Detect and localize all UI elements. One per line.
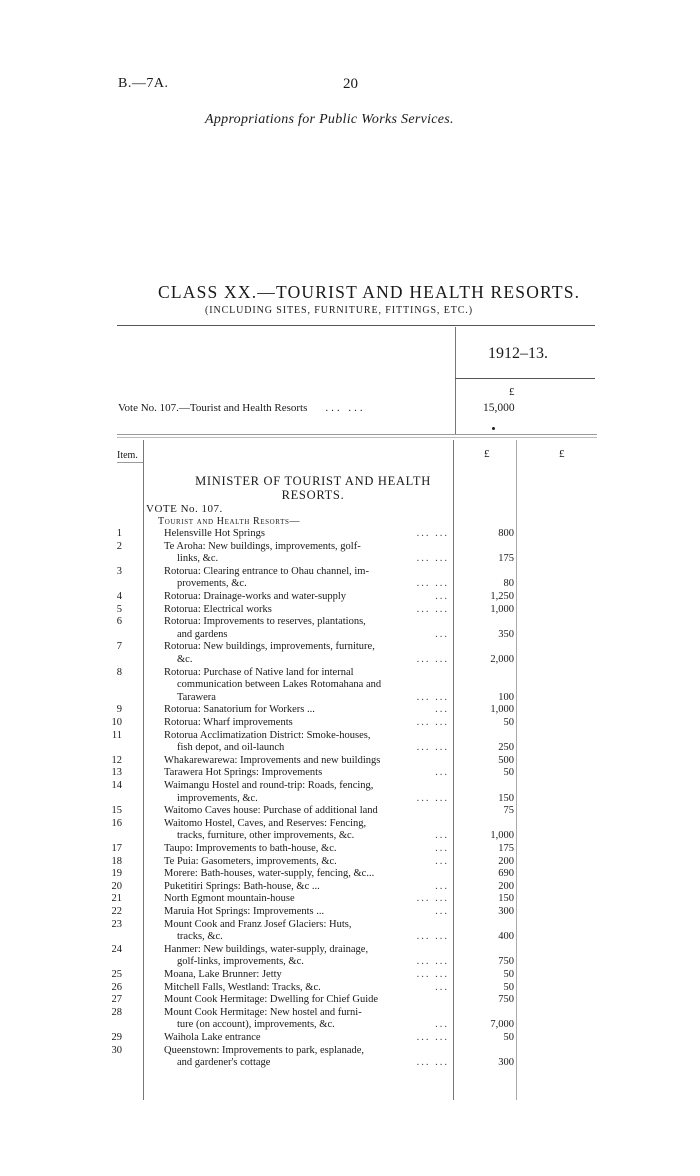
item-number: 15 xyxy=(111,805,122,817)
item-leader: ... ... xyxy=(416,1032,449,1043)
item-description-line xyxy=(164,679,449,692)
item-description-text: Waitomo Caves house: Purchase of additional land xyxy=(164,805,378,817)
item-leader: ... xyxy=(435,880,449,892)
item-description xyxy=(164,843,449,856)
item-description xyxy=(164,1032,449,1045)
item-description-line xyxy=(164,780,449,793)
summary-top-rule xyxy=(117,325,595,326)
item-leader: ... xyxy=(435,628,449,640)
vote-number: VOTE No. 107. xyxy=(146,503,223,515)
item-description xyxy=(164,881,449,894)
item-leader: ... ... xyxy=(416,792,449,804)
ink-dot xyxy=(492,427,495,430)
item-leader: ... xyxy=(435,843,449,854)
item-description-text: Rotorua: Purchase of Native land for internal xyxy=(164,666,354,678)
item-amount: 80 xyxy=(503,578,514,590)
item-leader: ... ... xyxy=(416,603,449,615)
item-description xyxy=(164,994,449,1007)
item-description-line xyxy=(164,868,449,881)
item-leader: ... xyxy=(435,1019,449,1031)
item-description-text: Hanmer: New buildings, water-supply, drainage, xyxy=(164,943,369,955)
item-description xyxy=(164,616,449,641)
item-description-text: Mount Cook Hermitage: Dwelling for Chief Guide xyxy=(164,994,379,1006)
summary-bottom-rule-2 xyxy=(117,437,597,438)
item-amount: 7,000 xyxy=(490,1019,514,1031)
item-description xyxy=(164,566,449,591)
item-description-text: Rotorua: Electrical works xyxy=(164,603,272,615)
item-number: 4 xyxy=(116,591,122,602)
item-amount: 1,250 xyxy=(490,591,514,602)
item-description-text: Rotorua Acclimatization District: Smoke-houses, xyxy=(164,729,371,741)
item-number: 13 xyxy=(111,767,122,779)
item-amount: 75 xyxy=(503,805,514,817)
item-description-text: tracks, &c. xyxy=(177,931,223,943)
item-number: 8 xyxy=(116,666,122,678)
item-description-line xyxy=(164,931,449,944)
item-leader: ... ... xyxy=(416,528,449,539)
item-description-line xyxy=(164,856,449,869)
item-description xyxy=(164,969,449,982)
item-description-text: Morere: Bath-houses, water-supply, fencing, &c... xyxy=(164,868,375,880)
item-amount: 690 xyxy=(498,868,514,880)
vote-amount: 15,000 xyxy=(483,402,515,414)
item-description-line xyxy=(164,1007,449,1020)
summary-bottom-rule xyxy=(117,434,597,435)
item-description-line xyxy=(164,805,449,818)
item-description-text: Rotorua: Improvements to reserves, plantations, xyxy=(164,616,366,628)
item-number: 28 xyxy=(111,1006,122,1018)
amount-currency-header: £ xyxy=(484,448,490,460)
fiscal-year: 1912–13. xyxy=(488,345,548,362)
item-description xyxy=(164,919,449,944)
summary-year-rule xyxy=(455,378,595,379)
item-description-text: &c. xyxy=(177,653,193,665)
document-reference: B.—7A. xyxy=(118,76,169,91)
item-description-text: fish depot, and oil-launch xyxy=(177,742,285,754)
item-leader: ... ... xyxy=(416,742,449,754)
item-number: 12 xyxy=(111,754,122,766)
item-description-text: Te Puia: Gasometers, improvements, &c. xyxy=(164,855,337,867)
item-description-text: and gardens xyxy=(177,628,228,640)
item-amount: 2,000 xyxy=(490,653,514,665)
item-description-text: tracks, furniture, other improvements, &c. xyxy=(177,830,355,842)
item-description xyxy=(164,541,449,566)
item-number: 6 xyxy=(116,616,122,628)
item-description-text: Maruia Hot Springs: Improvements ... xyxy=(164,906,325,917)
item-description xyxy=(164,1007,449,1032)
item-leader: ... ... xyxy=(416,956,449,968)
item-description-line xyxy=(164,616,449,629)
item-leader: ... xyxy=(435,591,449,602)
item-column-rule xyxy=(143,440,144,1100)
item-description-text: Mount Cook Hermitage: New hostel and furni- xyxy=(164,1006,362,1018)
item-number: 21 xyxy=(111,893,122,905)
item-leader: ... ... xyxy=(416,691,449,703)
item-description xyxy=(164,717,449,730)
section-heading: Tourist and Health Resorts— xyxy=(158,516,301,527)
item-description xyxy=(164,767,449,780)
item-description-line xyxy=(164,742,449,755)
item-amount: 500 xyxy=(498,754,514,766)
item-description-text: links, &c. xyxy=(177,553,219,565)
item-description-text: Waimangu Hostel and round-trip: Roads, fencing, xyxy=(164,780,374,791)
item-description-text: Rotorua: Wharf improvements xyxy=(164,717,293,728)
item-description-line xyxy=(164,956,449,969)
item-amount: 350 xyxy=(498,628,514,640)
item-description xyxy=(164,591,449,604)
item-leader: ... ... xyxy=(416,931,449,943)
item-leader: ... ... xyxy=(416,578,449,590)
item-description-text: Waihola Lake entrance xyxy=(164,1032,261,1043)
item-description-line xyxy=(164,881,449,894)
item-description-line xyxy=(164,654,449,667)
item-number: 24 xyxy=(111,943,122,955)
item-description-line xyxy=(164,906,449,919)
item-description-text: Taupo: Improvements to bath-house, &c. xyxy=(164,843,337,854)
item-description-line xyxy=(164,704,449,717)
item-leader: ... ... xyxy=(416,717,449,728)
item-description-line xyxy=(164,591,449,604)
item-amount: 1,000 xyxy=(490,704,514,716)
item-description-text: improvements, &c. xyxy=(177,792,258,804)
item-column-header: Item. xyxy=(117,450,138,461)
item-description-line xyxy=(164,994,449,1007)
item-number: 22 xyxy=(111,906,122,917)
item-amount: 50 xyxy=(503,767,514,779)
item-description-text: Rotorua: Clearing entrance to Ohau channel, im- xyxy=(164,565,369,577)
item-description xyxy=(164,818,449,843)
item-description-line xyxy=(164,541,449,554)
item-amount: 50 xyxy=(503,969,514,980)
item-leader: ... xyxy=(435,767,449,779)
item-amount: 300 xyxy=(498,906,514,917)
item-description-line xyxy=(164,944,449,957)
item-description-text: Mitchell Falls, Westland: Tracks, &c. xyxy=(164,981,321,993)
amount-column-rule xyxy=(516,440,517,1100)
item-amount: 175 xyxy=(498,843,514,854)
item-amount: 100 xyxy=(498,691,514,703)
item-description-text: Waitomo Hostel, Caves, and Reserves: Fencing, xyxy=(164,817,367,829)
item-number: 26 xyxy=(111,981,122,993)
item-description-line xyxy=(164,629,449,642)
item-description xyxy=(164,604,449,617)
item-leader: ... xyxy=(435,906,449,917)
item-description xyxy=(164,667,449,705)
item-description-text: communication between Lakes Rotomahana and xyxy=(177,679,382,691)
item-description-line xyxy=(164,919,449,932)
item-amount: 150 xyxy=(498,792,514,804)
item-description-text: Rotorua: Sanatorium for Workers ... xyxy=(164,704,315,716)
item-number: 25 xyxy=(111,969,122,980)
item-description-line xyxy=(164,604,449,617)
item-number: 17 xyxy=(111,843,122,854)
item-number: 18 xyxy=(111,855,122,867)
item-description-text: Puketitiri Springs: Bath-house, &c ... xyxy=(164,880,320,892)
item-leader: ... ... xyxy=(416,553,449,565)
item-leader: ... xyxy=(435,704,449,716)
item-description-text: Tarawera Hot Springs: Improvements xyxy=(164,767,323,779)
item-description-line xyxy=(164,717,449,730)
description-column-rule xyxy=(453,440,454,1100)
item-amount: 150 xyxy=(498,893,514,905)
item-amount: 750 xyxy=(498,956,514,968)
item-description-text: Mount Cook and Franz Josef Glaciers: Huts, xyxy=(164,918,352,930)
vote-leader: ... ... xyxy=(325,402,366,414)
item-description-line xyxy=(164,566,449,579)
minister-heading-line1: MINISTER OF TOURIST AND HEALTH xyxy=(195,474,431,488)
item-description-line xyxy=(164,982,449,995)
item-leader: ... xyxy=(435,981,449,993)
item-description-text: North Egmont mountain-house xyxy=(164,893,295,905)
item-description-line xyxy=(164,641,449,654)
item-amount: 200 xyxy=(498,855,514,867)
item-number: 29 xyxy=(111,1032,122,1043)
item-amount: 175 xyxy=(498,553,514,565)
item-number: 20 xyxy=(111,880,122,892)
item-number: 2 xyxy=(116,540,122,552)
vote-summary-label xyxy=(118,402,366,414)
item-leader: ... xyxy=(435,830,449,842)
item-number: 14 xyxy=(111,780,122,791)
minister-heading-line2: RESORTS. xyxy=(281,488,345,502)
item-number: 23 xyxy=(111,918,122,930)
item-description-line xyxy=(164,1019,449,1032)
item-description-line xyxy=(164,667,449,680)
item-leader: ... ... xyxy=(416,969,449,980)
item-description xyxy=(164,1045,449,1070)
item-description xyxy=(164,704,449,717)
item-description xyxy=(164,805,449,818)
item-number: 9 xyxy=(116,704,122,716)
total-currency-header: £ xyxy=(559,448,565,460)
item-amount: 50 xyxy=(503,717,514,728)
item-description-text: golf-links, improvements, &c. xyxy=(177,956,304,968)
class-subtitle: (INCLUDING SITES, FURNITURE, FITTINGS, ETC.) xyxy=(205,305,473,316)
item-description-text: Moana, Lake Brunner: Jetty xyxy=(164,969,282,980)
item-leader: ... ... xyxy=(416,893,449,905)
item-description-line xyxy=(164,830,449,843)
item-description xyxy=(164,906,449,919)
item-amount: 250 xyxy=(498,742,514,754)
item-amount: 750 xyxy=(498,994,514,1006)
item-amount: 50 xyxy=(503,1032,514,1043)
item-amount: 300 xyxy=(498,1057,514,1069)
item-number: 11 xyxy=(111,729,122,741)
page-subtitle: Appropriations for Public Works Services. xyxy=(205,112,454,127)
item-description-line xyxy=(164,578,449,591)
summary-divider xyxy=(455,327,456,434)
item-description-text: ture (on account), improvements, &c. xyxy=(177,1019,335,1031)
item-number: 16 xyxy=(111,817,122,829)
item-header-rule xyxy=(117,462,143,463)
item-description-line xyxy=(164,818,449,831)
item-description xyxy=(164,982,449,995)
item-number: 7 xyxy=(116,641,122,653)
item-description-line xyxy=(164,793,449,806)
item-number: 5 xyxy=(116,603,122,615)
item-description-text: Tarawera xyxy=(177,691,216,703)
item-description-line xyxy=(164,969,449,982)
item-description-line xyxy=(164,1057,449,1070)
item-description-line xyxy=(164,1032,449,1045)
item-number: 3 xyxy=(116,565,122,577)
item-description-text: Rotorua: New buildings, improvements, furniture, xyxy=(164,641,375,653)
item-description xyxy=(164,528,449,541)
item-description xyxy=(164,780,449,805)
item-description xyxy=(164,730,449,755)
item-amount: 400 xyxy=(498,931,514,943)
item-amount: 800 xyxy=(498,528,514,539)
item-number: 19 xyxy=(111,868,122,880)
item-amount: 200 xyxy=(498,880,514,892)
item-number: 1 xyxy=(116,528,122,539)
item-description-text: Rotorua: Drainage-works and water-supply xyxy=(164,591,347,602)
item-description-text: Te Aroha: New buildings, improvements, golf- xyxy=(164,540,361,552)
item-leader: ... ... xyxy=(416,653,449,665)
item-description-line xyxy=(164,692,449,705)
item-description xyxy=(164,856,449,869)
minister-heading xyxy=(163,474,463,502)
item-amount: 1,000 xyxy=(490,603,514,615)
class-title: CLASS XX.—TOURIST AND HEALTH RESORTS. xyxy=(158,282,581,302)
item-description xyxy=(164,944,449,969)
item-description-text: Whakarewarewa: Improvements and new buildings xyxy=(164,754,381,766)
item-number: 27 xyxy=(111,994,122,1006)
item-leader: ... xyxy=(435,855,449,867)
item-description-line xyxy=(164,755,449,768)
item-description-line xyxy=(164,843,449,856)
item-description-text: and gardener's cottage xyxy=(177,1057,271,1069)
item-description-line xyxy=(164,1045,449,1058)
item-description-line xyxy=(164,553,449,566)
item-description xyxy=(164,868,449,881)
item-description-line xyxy=(164,730,449,743)
item-description-text: Helensville Hot Springs xyxy=(164,528,265,539)
item-description xyxy=(164,641,449,666)
item-description-line xyxy=(164,528,449,541)
item-description xyxy=(164,755,449,768)
vote-label: Vote No. 107.—Tourist and Health Resorts xyxy=(118,402,308,414)
item-description-line xyxy=(164,767,449,780)
item-description-line xyxy=(164,893,449,906)
item-number: 10 xyxy=(111,717,122,728)
item-description-text: Queenstown: Improvements to park, esplanade, xyxy=(164,1044,365,1056)
item-leader: ... ... xyxy=(416,1057,449,1069)
item-description xyxy=(164,893,449,906)
item-description-text: provements, &c. xyxy=(177,578,247,590)
item-amount: 50 xyxy=(503,981,514,993)
page-number: 20 xyxy=(343,76,358,92)
item-amount: 1,000 xyxy=(490,830,514,842)
currency-symbol: £ xyxy=(509,386,515,398)
item-number: 30 xyxy=(111,1044,122,1056)
